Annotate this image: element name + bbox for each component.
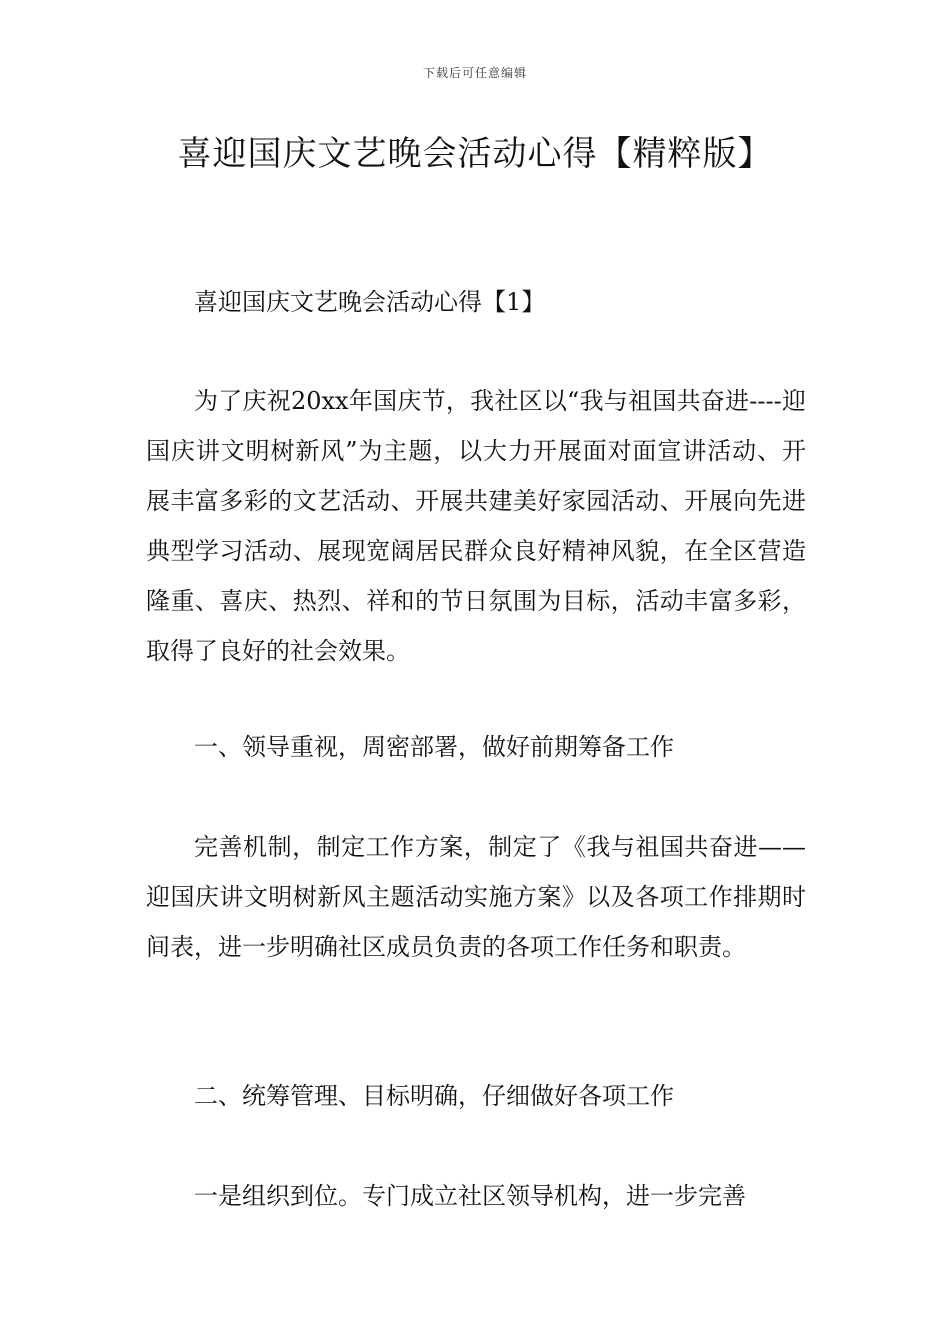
page-header-note: 下载后可任意编辑 — [422, 66, 527, 80]
point-2-heading: 二、统筹管理、目标明确，仔细做好各项工作 — [194, 1082, 674, 1110]
point-2-paragraph: 一是组织到位。专门成立社区领导机构，进一步完善 — [194, 1182, 746, 1210]
point-1-heading: 一、领导重视，周密部署，做好前期筹备工作 — [194, 733, 674, 761]
section-heading: 喜迎国庆文艺晚会活动心得【1】 — [194, 288, 546, 316]
document-title: 喜迎国庆文艺晚会活动心得【精粹版】 — [177, 134, 773, 174]
intro-paragraph: 为了庆祝20xx年国庆节，我社区以“我与祖国共奋进----迎国庆讲文明树新风”为主题，以大力开展面对面宣讲活动、开展丰富多彩的文艺活动、开展共建美好家园活动、开展向先进典型学习活动、展现宽阔居民群众良好精神风貌，在全区营造隆重、喜庆、热烈、祥和的节日氛围为目标，活动丰富多彩，取得了良好的社会效果。 — [146, 387, 806, 665]
point-1-paragraph: 完善机制，制定工作方案，制定了《我与祖国共奋进——迎国庆讲文明树新风主题活动实施方案》以及各项工作排期时间表，进一步明确社区成员负责的各项工作任务和职责。 — [146, 833, 806, 961]
